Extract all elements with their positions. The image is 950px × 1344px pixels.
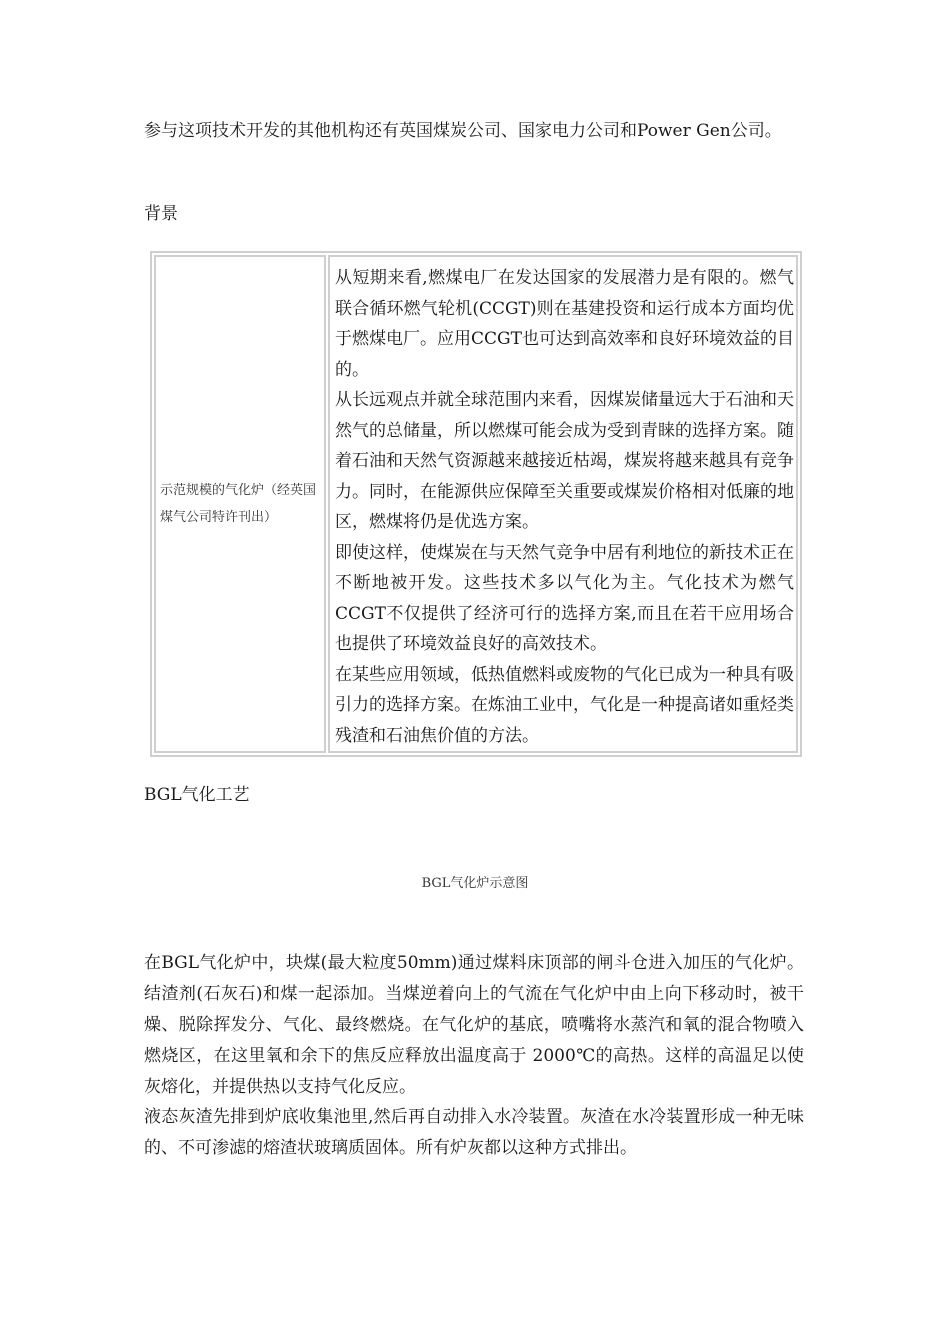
intro-paragraph: 参与这项技术开发的其他机构还有英国煤炭公司、国家电力公司和Power Gen公司。 — [144, 121, 782, 141]
table-paragraph-1: 从短期来看,燃煤电厂在发达国家的发展潜力是有限的。燃气联合循环燃气轮机(CCGT)则在基建投资和运行成本方面均优于燃煤电厂。应用CCGT也可达到高效率和良好环境效益的目的。 — [335, 268, 794, 380]
table-paragraph-3: 即使这样，使煤炭在与天然气竞争中居有利地位的新技术正在不断地被开发。这些技术多以气化为主。气化技术为燃气CCGT不仅提供了经济可行的选择方案,而且在若干应用场合也提供了环境效益良好的高效技术。 — [335, 542, 794, 654]
section-heading-bgl: BGL气化工艺 — [144, 785, 250, 805]
table-text-cell — [328, 255, 798, 753]
table-paragraph-2: 从长远观点并就全球范围内来看，因煤炭储量远大于石油和天然气的总储量，所以燃煤可能会成为受到青睐的选择方案。随着石油和天然气资源越来越接近枯竭，煤炭将越来越具有竞争力。同时，在能源供应保障至关重要或煤炭价格相对低廉的地区，燃煤将仍是优选方案。 — [335, 390, 794, 532]
background-table — [150, 251, 802, 757]
table-caption: 示范规模的气化炉（经英国煤气公司特许刊出） — [160, 483, 317, 525]
figure-caption: BGL气化炉示意图 — [421, 876, 529, 891]
table-paragraph-4: 在某些应用领域，低热值燃料或废物的气化已成为一种具有吸引力的选择方案。在炼油工业中，气化是一种提高诸如重烃类残渣和石油焦价值的方法。 — [335, 664, 794, 746]
table-caption-cell — [154, 255, 326, 753]
section-heading-background: 背景 — [144, 204, 178, 224]
body-paragraph-2: 液态灰渣先排到炉底收集池里,然后再自动排入水冷装置。灰渣在水冷装置形成一种无味的、不可渗滤的熔渣状玻璃质固体。所有炉灰都以这种方式排出。 — [144, 1107, 804, 1158]
body-paragraph-1: 在BGL气化炉中，块煤(最大粒度50mm)通过煤料床顶部的闸斗仓进入加压的气化炉。结渣剂(石灰石)和煤一起添加。当煤逆着向上的气流在气化炉中由上向下移动时，被干燥、脱除挥发分、气化、最终燃烧。在气化炉的基底，喷嘴将水蒸汽和氧的混合物喷入燃烧区，在这里氧和余下的焦反应释放出温度高于 2000℃的高热。这样的高温足以使灰熔化，并提供热以支持气化反应。 — [144, 953, 804, 1097]
